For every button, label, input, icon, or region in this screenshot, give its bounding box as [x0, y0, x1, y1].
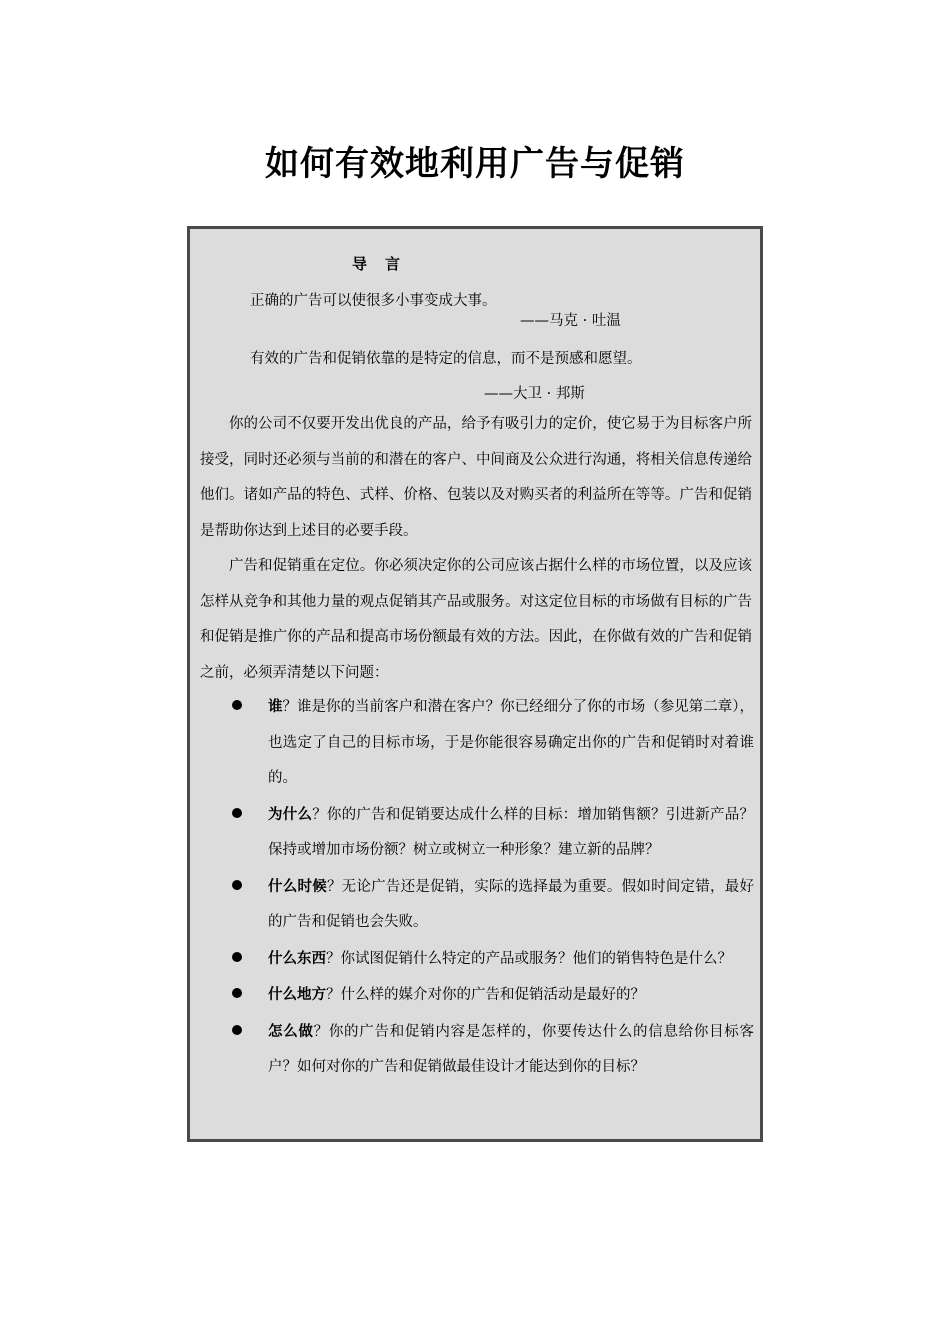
list-item	[232, 1014, 754, 1086]
body-paragraph: 广告和促销重在定位。你必须决定你的公司应该占据什么样的市场位置，以及应该怎样从竞争和其他力量的观点促销其产品或服务。对这定位目标的市场做有目标的广告和促销是推广你的产品和提高市场份额最有效的方法。因此，在你做有效的广告和促销之前，必须弄清楚以下问题：	[200, 558, 752, 681]
quote-author: ——大卫 · 邦斯	[484, 386, 585, 402]
body-paragraph: 你的公司不仅要开发出优良的产品，给予有吸引力的定价，使它易于为目标客户所接受，同时还必须与当前的和潜在的客户、中间商及公众进行沟通，将相关信息传递给他们。诸如产品的特色、式样、价格、包装以及对购买者的利益所在等等。广告和促销是帮助你达到上述目的必要手段。	[200, 416, 752, 539]
question-text: ？你试图促销什么特定的产品或服务？他们的销售特色是什么？	[326, 950, 732, 967]
bullet-icon	[232, 880, 242, 890]
list-item	[232, 797, 754, 869]
quote-text: 正确的广告可以使很多小事变成大事。	[250, 293, 497, 309]
bullet-icon	[232, 952, 242, 962]
list-item	[232, 977, 754, 1014]
question-text: ？无论广告还是促销，实际的选择最为重要。假如时间定错，最好的广告和促销也会失败。	[268, 878, 754, 930]
question-text: ？什么样的媒介对你的广告和促销活动是最好的？	[326, 987, 645, 1003]
question-term: 怎么做	[268, 1022, 314, 1040]
question-text: ？你的广告和促销内容是怎样的，你要传达什么的信息给你目标客户？如何对你的广告和促销做最佳设计才能达到你的目标？	[268, 1023, 755, 1075]
page-title: 如何有效地利用广告与促销	[265, 144, 685, 184]
question-term: 谁	[268, 698, 283, 715]
list-item	[232, 941, 754, 978]
bullet-icon	[232, 808, 242, 818]
intro-heading: 导言	[352, 255, 419, 273]
question-text: ？谁是你的当前客户和潜在客户？你已经细分了你的市场（参见第二章），也选定了自己的目标市场，于是你能很容易确定出你的广告和促销时对着谁的。	[268, 699, 755, 786]
quote-author: ——马克 · 吐温	[520, 313, 621, 329]
quote-text: 有效的广告和促销依靠的是特定的信息，而不是预感和愿望。	[250, 351, 642, 367]
list-item	[232, 689, 754, 797]
bullet-icon	[232, 700, 242, 710]
question-list	[232, 689, 754, 1086]
question-term: 什么地方	[268, 986, 326, 1003]
bullet-icon	[232, 988, 242, 998]
list-item	[232, 869, 754, 941]
question-term: 为什么	[268, 805, 313, 823]
bullet-icon	[232, 1025, 242, 1035]
intro-box	[187, 226, 763, 1142]
question-text: ？你的广告和促销要达成什么样的目标：增加销售额？引进新产品？保持或增加市场份额？树立或树立一种形象？建立新的品牌？	[268, 806, 754, 858]
question-term: 什么东西	[268, 949, 326, 967]
question-term: 什么时候	[268, 877, 327, 895]
